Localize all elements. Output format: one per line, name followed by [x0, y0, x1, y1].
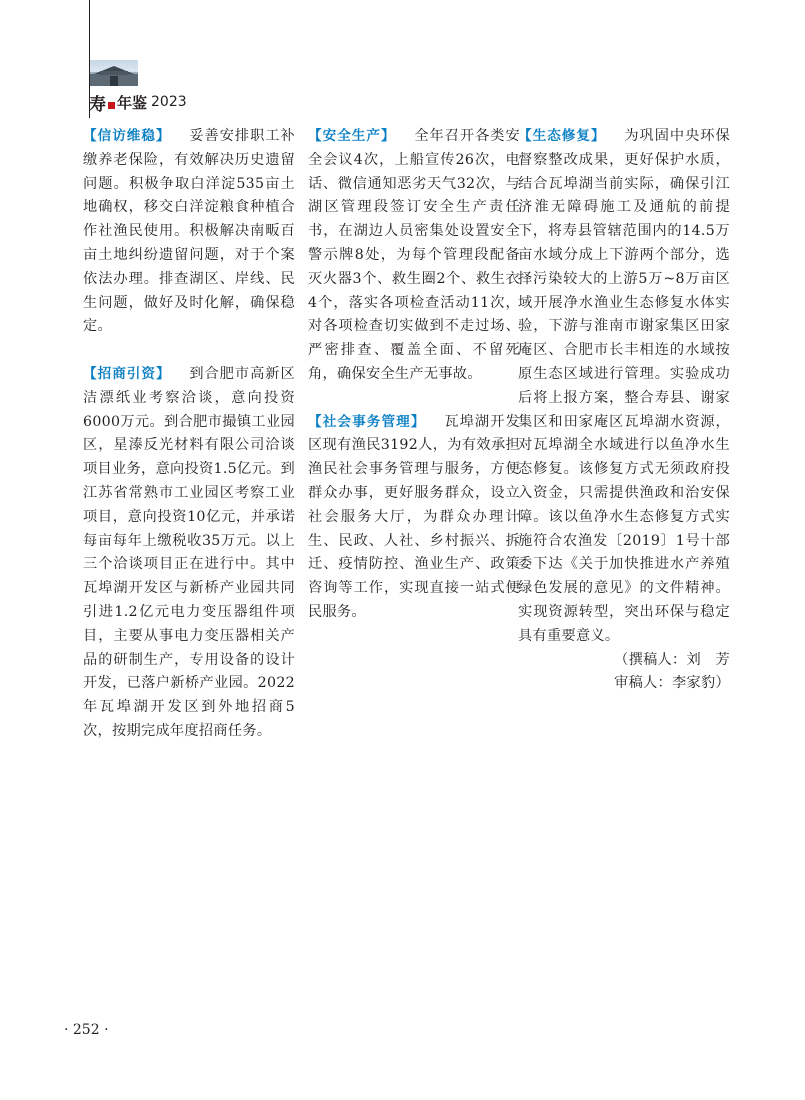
seal-icon — [108, 102, 115, 109]
section-shengtai — [518, 125, 730, 649]
section-zhaoshang — [83, 363, 295, 744]
author-credit: （撰稿人：刘 芳 — [614, 651, 730, 668]
page-number: · 252 · — [64, 1022, 109, 1038]
section-keyword: 【社会事务管理】 — [308, 413, 426, 430]
section-body: 妥善安排职工补缴养老保险，有效解决历史遗留问题。积极争取白洋淀535亩土地确权，移交白洋淀粮食种植合作社渔民使用。积极解决南畈百亩土地纠纷遗留问题，对于个案依法办理。排查湖区、岸线、民生问题，做好及时化解，确保稳定。 — [83, 128, 295, 335]
brand-year: 2023 — [151, 94, 187, 110]
section-body: 为巩固中央环保督察整改成果，更好保护水质，结合瓦埠湖当前实际，确保引江济淮无障碍施工及通航的前提下，将寿县管辖范围内的14.5万亩水域分成上下游两个部分，选择污染较大的上游5万~8万亩区域开展净水渔业生态修复水体实验，下游与淮南市谢家集区田家庵区、合肥市长丰相连的水域按原生态区域进行管理。实验成功后将上报方案，整合寿县、谢家集区和田家庵区瓦埠湖水资源，对瓦埠湖全水域进行以鱼净水生态修复。该修复方式无须政府投入资金，只需提供渔政和治安保障。该以鱼净水生态修复方式实施符合农渔发〔2019〕1号十部委下达《关于加快推进水产养殖绿色发展的意见》的文件精神。实现资源转型，突出环保与稳定具有重要意义。 — [518, 128, 730, 644]
section-keyword: 【信访维稳】 — [83, 128, 171, 144]
section-keyword: 【招商引资】 — [83, 365, 171, 382]
reviewer-credit: 审稿人：李家豹） — [614, 675, 730, 692]
column-1 — [83, 125, 295, 744]
section-body: 到合肥市高新区洁漂纸业考察洽谈，意向投资6000万元。到合肥市撮镇工业园区，星溙反光材料有限公司洽谈项目业务，意向投资1.5亿元。到江苏省常熟市工业园区考察工业项目，意向投资10亿元，并承诺每亩每年上缴税收35万元。以上三个洽谈项目正在进行中。其中瓦埠湖开发区与新桥产业园共同引进1.2亿元电力变压器组件项目，主要从事电力变压器相关产品的研制生产，专用设备的设计开发，已落户新桥产业园。2022年瓦埠湖开发区到外地招商5次，按期完成年度招商任务。 — [83, 365, 295, 739]
column-3 — [518, 125, 730, 696]
section-xinfang — [83, 125, 295, 339]
section-keyword: 【安全生产】 — [308, 128, 396, 144]
section-anquan — [308, 125, 520, 387]
column-2 — [308, 125, 520, 625]
section-shehui — [308, 411, 520, 625]
section-body: 全年召开各类安全会议4次，上船宣传26次，电话、微信通知恶劣天气32次，与湖区管理段签订安全生产责任书，在湖边人员密集处设置安全警示牌8处，为每个管理段配备灭火器3个、救生圈2个、救生衣4个，落实各项检查活动11次，对各项检查切实做到不走过场、严密排查、覆盖全面、不留死角，确保安全生产无事故。 — [308, 128, 520, 382]
section-body: 瓦埠湖开发区现有渔民3192人，为有效承担渔民社会事务管理与服务，方便群众办事，更好服务群众，设立社会服务大厅，为群众办理计生、民政、人社、乡村振兴、拆迁、疫情防控、渔业生产、政策咨询等工作，实现直接一站式便民服务。 — [308, 413, 520, 620]
header-photo — [90, 60, 138, 86]
section-keyword: 【生态修复】 — [518, 128, 606, 144]
yearbook-logo — [89, 90, 187, 114]
brand-char: 寿 — [89, 94, 106, 115]
brand-text: 年鉴 — [117, 93, 148, 112]
